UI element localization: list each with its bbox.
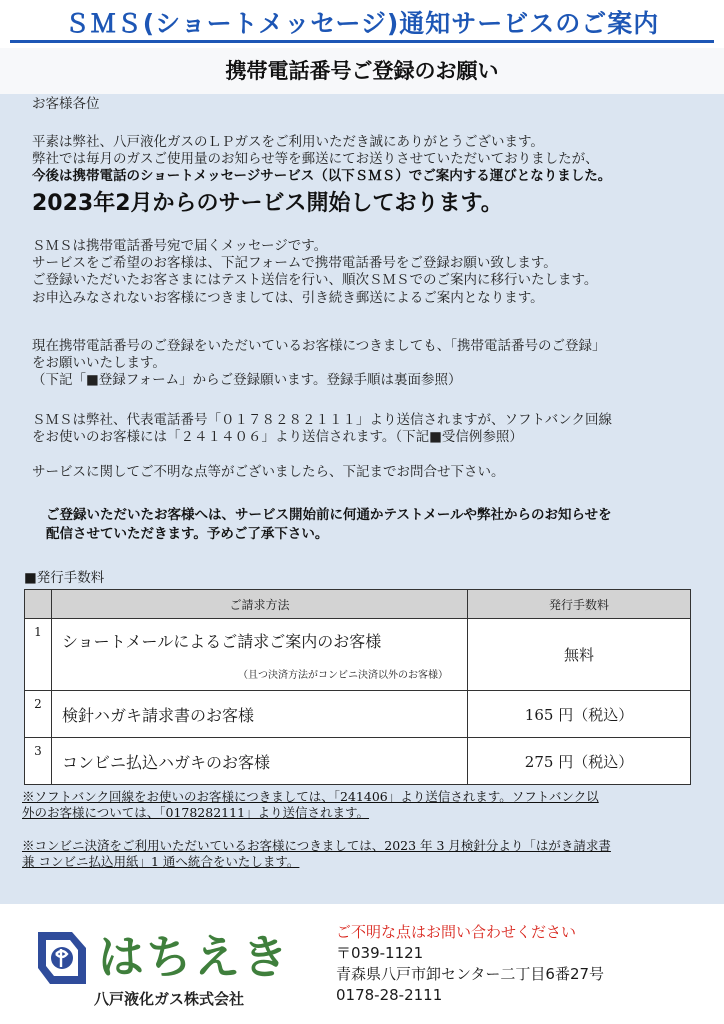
sms-explanation: ＳＭＳは携帯電話番号宛で届くメッセージです。 サービスをご希望のお客様は、下記フォームで携帯電話番号をご登録お願い致します。 ご登録いただいたお客さまにはテスト送信を行い、順次ＳＭＳでのご案内に移行いたします。 お申込みなされないお客様につきましては、引き続き郵送によるご案内となります。 xyxy=(32,238,598,306)
row-method: 検針ハガキ請求書のお客様 xyxy=(52,691,468,738)
row-fee: 165 円（税込） xyxy=(468,691,691,738)
company-address: 青森県八戸市卸センター二丁目6番27号 xyxy=(336,965,605,983)
logo-wordmark: はちえき xyxy=(98,930,290,984)
sender-number-info: ＳＭＳは弊社、代表電話番号「０１７８２８２１１１」より送信されますが、ソフトバンク回線 をお使いのお客様には「２４１４０６」より送信されます。（下記■受信例参照） xyxy=(32,412,612,446)
header-method: ご請求方法 xyxy=(52,590,468,619)
page-title: ＳＭＳ(ショートメッセージ)通知サービスのご案内 xyxy=(64,9,660,38)
company-logo-mark-icon xyxy=(32,928,92,988)
row-fee: 275 円（税込） xyxy=(468,738,691,785)
company-logo xyxy=(32,928,292,1012)
row-number: 3 xyxy=(25,738,52,785)
contact-block xyxy=(336,922,604,1006)
table-row xyxy=(25,691,691,738)
registration-request: 現在携帯電話番号のご登録をいただいているお客様につきましても、「携帯電話番号のご登録」 をお願いいたします。 （下記「■登録フォーム」からご登録願います。登録手順は裏面参照） xyxy=(32,338,606,389)
table-row xyxy=(25,738,691,785)
header-num xyxy=(25,590,52,619)
greeting: お客様各位 xyxy=(32,96,100,112)
intro-line-2: 弊社では毎月のガスご使用量のお知らせ等を郵送にてお送りさせていただいておりましたが、 xyxy=(32,151,599,167)
row-method-note: （且つ決済方法がコンビニ決済以外のお客様） xyxy=(238,669,448,681)
header-fee: 発行手数料 xyxy=(468,590,691,619)
row-method: コンビニ払込ハガキのお客様 xyxy=(52,738,468,785)
row-method xyxy=(52,619,468,691)
row-number: 2 xyxy=(25,691,52,738)
row-number: 1 xyxy=(25,619,52,691)
contact-heading: ご不明な点はお問い合わせください xyxy=(336,923,577,941)
fee-table-header xyxy=(25,590,691,619)
table-row xyxy=(25,619,691,691)
footnote-convenience: ※コンビニ決済をご利用いただいているお客様につきましては、2023 年 3 月検針分より「はがき請求書 兼 コンビニ払込用紙」1 通へ統合をいたします。 xyxy=(22,838,611,869)
test-mail-notice: ご登録いただいたお客様へは、サービス開始前に何通かテストメールや弊社からのお知らせを 配信させていただきます。予めご了承下さい。 xyxy=(46,507,612,542)
page-subtitle: 携帯電話番号ご登録のお願い xyxy=(0,48,724,94)
fee-table xyxy=(24,589,691,785)
contact-request: サービスに関してご不明な点等がございましたら、下記までお問合せ下さい。 xyxy=(32,464,505,480)
service-start-announcement: 2023年2月からのサービス開始しております。 xyxy=(32,191,503,216)
company-phone: 0178-28-2111 xyxy=(336,986,443,1004)
row-fee: 無料 xyxy=(468,619,691,691)
intro-bold-line: 今後は携帯電話のショートメッセージサービス（以下ＳＭＳ）でご案内する運びとなりました。 xyxy=(32,168,612,184)
postal-code: 〒039-1121 xyxy=(336,944,424,962)
footnote-softbank: ※ソフトバンク回線をお使いのお客様につきましては、「241406」より送信されます。ソフトバンク以 外のお客様については、「0178282111」より送信されます。 xyxy=(22,789,599,820)
company-name: 八戸液化ガス株式会社 xyxy=(94,990,245,1008)
fee-heading: ■発行手数料 xyxy=(24,570,105,586)
row-method-label: ショートメールによるご請求ご案内のお客様 xyxy=(62,631,382,651)
title-underline xyxy=(10,40,714,43)
intro-line-1: 平素は弊社、八戸液化ガスのＬＰガスをご利用いただき誠にありがとうございます。 xyxy=(32,134,544,150)
